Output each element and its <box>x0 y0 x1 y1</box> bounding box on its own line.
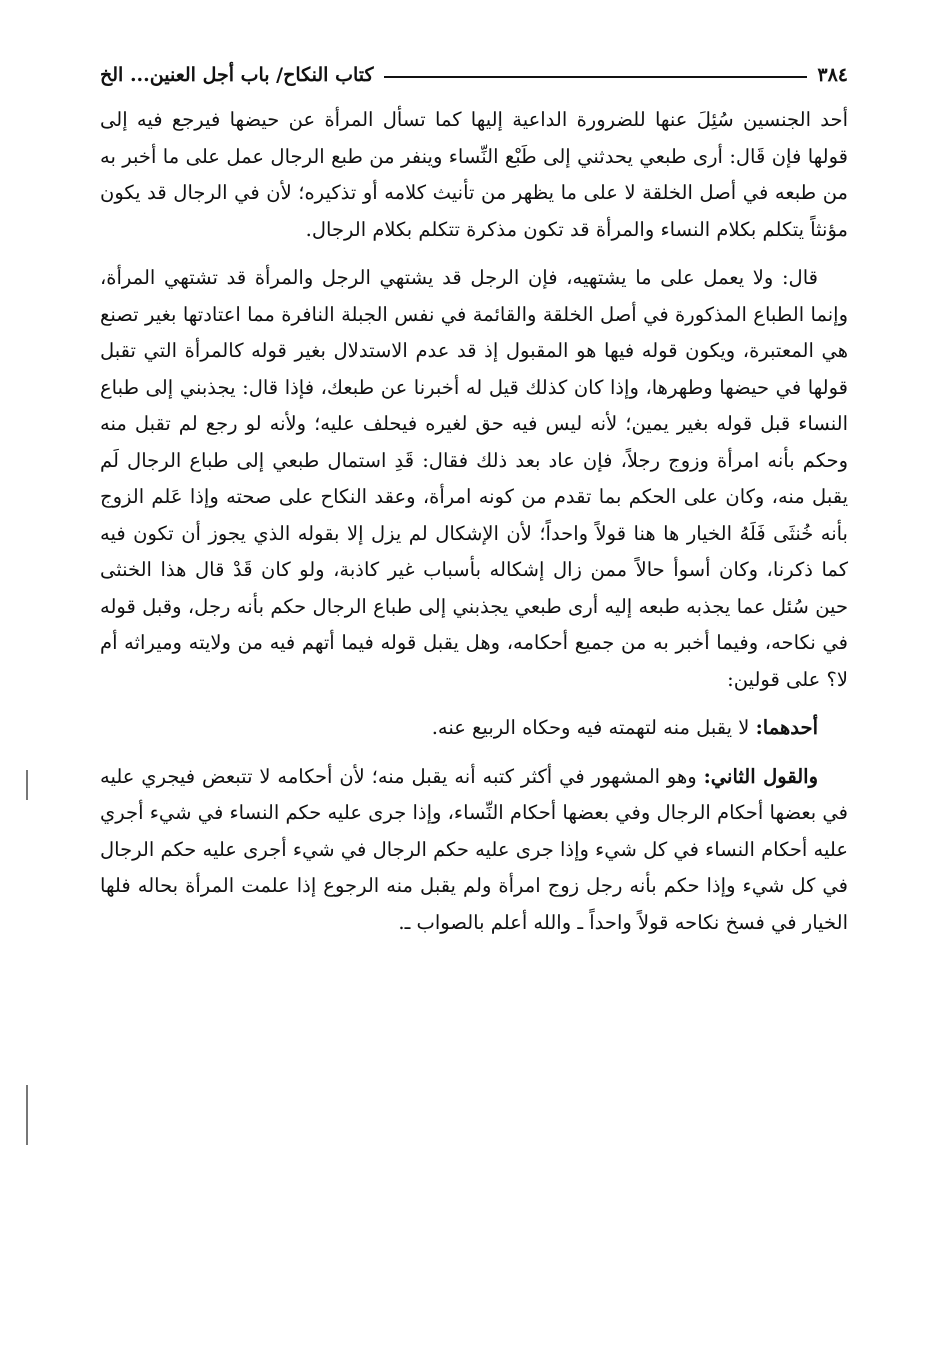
page-number: ٣٨٤ <box>817 64 848 86</box>
running-title: كتاب النكاح/ باب أجل العنين... الخ <box>100 64 374 86</box>
paragraph <box>100 102 848 248</box>
paragraph-lead: أحدهما: <box>755 716 818 739</box>
header-rule <box>384 76 808 78</box>
scan-margin-mark <box>26 1085 28 1145</box>
paragraph-lead: والقول الثاني: <box>703 764 819 788</box>
page-header <box>100 58 848 92</box>
paragraph-text: أحد الجنسين سُئِلَ عنها للضرورة الداعية إليها كما تسأل المرأة عن حيضها فيرجع فيه إلى قولها فإن قَال: أرى طبعي يحدثني إلى طَبْع النِّساء وينفر من طبع الرجال عمل على ما أخبر به من طبعه في أصل الخلقة لا على ما يظهر من تأنيث كلامه أو تذكيره؛ لأن في الرجال قد يكون مؤنثاً يتكلم بكلام النساء والمرأة قد تكون مذكرة تتكلم بكلام الرجال. <box>100 108 848 241</box>
paragraph-text: قال: ولا يعمل على ما يشتهيه، فإن الرجل قد يشتهي الرجل والمرأة قد تشتهي المرأة، وإنما الطباع المذكورة في أصل الخلقة والقائمة في نفس الجبلة النافرة مما اعتادتها بغير تصنع هي المعتبرة، ويكون قوله فيها هو المقبول إذ قد عدم الاستدلال بغير قوله كالمرأة التي تقبل قولها في حيضها وطهرها، وإذا كان كذلك قيل له أخبرنا عن طبعك، فإذا قال: يجذبني إلى طباع النساء قبل قوله بغير يمين؛ لأنه ليس فيه حق لغيره فيحلف عليه؛ ولأنه لو رجع لم تقبل منه وحكم بأنه امرأة وزوج رجلاً، فإن عاد بعد ذلك فقال: قَدِ استمال طبعي إلى طباع الرجال لَم يقبل منه، وكان على الحكم بما تقدم من كونه امرأة، وعقد النكاح على صحته وإذا عَلم الزوج بأنه خُنثَى فَلَهُ الخيار ها هنا قولاً واحداً؛ لأن الإشكال لم يزل إلا بقوله الذي يجوز أن تكون فيه كما ذكرنا، وكان أسوأ حالاً ممن زال إشكاله بأسباب غير كاذبة، ولو كان قَدْ قال هذا الخنثى حين سُئل عما يجذبه طبعه إليه أرى طبعي يجذبني إلى طباع الرجال حكم بأنه رجل، وقبل قوله في نكاحه، وفيما أخبر به من جميع أحكامه، وهل يقبل قوله فيما أتهم فيه من ولايته وميراثه أم لا؟ على قولين: <box>100 266 848 691</box>
scan-margin-mark <box>26 770 28 800</box>
paragraph <box>100 710 848 747</box>
paragraph-text: لا يقبل منه لتهمته فيه وحكاه الربيع عنه. <box>431 716 756 739</box>
paragraph <box>100 260 848 698</box>
book-page <box>100 58 848 941</box>
paragraph-text: وهو المشهور في أكثر كتبه أنه يقبل منه؛ لأن أحكامه لا تتبعض فيجري عليه في بعضها أحكام الرجال وفي بعضها أحكام النِّساء، وإذا جرى عليه حكم النساء في شيء أجري عليه أحكام النساء في كل شيء وإذا جرى عليه حكم الرجال في شيء أجرى عليه حكم الرجال في كل شيء وإذا حكم بأنه رجل زوج امرأة ولم يقبل منه الرجوع إذا علمت المرأة بحاله فلها الخيار في فسخ نكاحه قولاً واحداً ـ والله أعلم بالصواب ـ. <box>100 764 848 934</box>
paragraph <box>100 759 848 942</box>
